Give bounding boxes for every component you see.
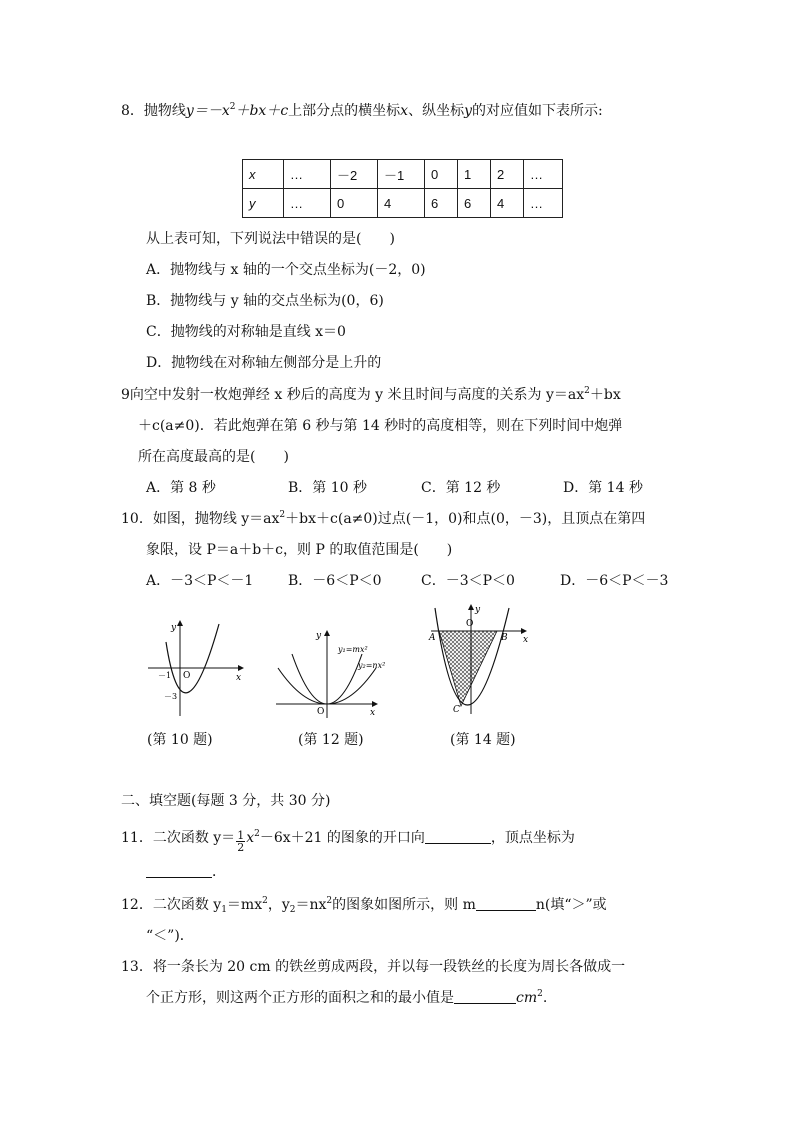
answer-blank[interactable] [425,829,491,844]
table-cell: 0 [331,189,378,218]
q12-mid: ，y [267,897,290,913]
y-axis-arrow [177,620,183,626]
q10-line1-text: 10．如图，抛物线 y＝ax [121,511,280,527]
q8-option-b: B．抛物线与 y 轴的交点坐标为(0，6) [146,293,384,309]
q13-line1: 13．将一条长为 20 cm 的铁丝剪成两段，并以每一段铁丝的长度为周长各做成一 [121,959,626,975]
q13-end: . [542,990,548,1006]
y-axis-label: y [475,605,481,615]
fraction-numerator: 1 [237,829,245,842]
q8-option-a: A．抛物线与 x 轴的一个交点坐标为(－2，0) [146,262,426,278]
table-cell: 4 [378,189,425,218]
label-minus-three: －3 [164,692,178,701]
q9-option-b: B．第 10 秒 [288,480,368,496]
x-axis-label: x [523,635,529,645]
q11-post: －6x＋21 的图象的开口向 [259,830,425,846]
answer-blank[interactable] [454,989,516,1004]
section-title: 二、填空题(每题 3 分，共 30 分) [121,793,331,809]
q8-y: y [464,103,472,119]
q10-option-c: C．－3＜P＜0 [421,573,515,589]
caption-fig14: (第 14 题) [450,732,516,748]
q8-number: 8． [121,103,144,119]
table-cell: y [243,189,284,218]
q9-line1-end: ＋bx [589,387,621,403]
q10-option-b: B．－6＜P＜0 [288,573,382,589]
q13-line2-text: 个正方形，则这两个正方形的面积之和的最小值是 [146,990,454,1006]
table-cell: 1 [458,160,491,189]
q11-mid: ，顶点坐标为 [490,830,575,846]
q9-line3: 所在高度最高的是( ) [138,449,289,465]
q8-end: 的对应值如下表所示: [472,103,603,119]
label-y1: y₁=mx² [338,645,368,654]
x-axis-arrow [238,665,244,671]
x-axis-arrow [372,701,378,707]
q8-eq-post: ＋bx＋c [235,103,289,119]
y-axis-label: y [316,631,322,641]
q13-line2: 个正方形，则这两个正方形的面积之和的最小值是 $cm^2$. [146,989,548,1006]
q12-line2: “＜”)． [146,928,194,944]
q10-option-d: D．－6＜P＜－3 [560,573,669,589]
x-axis-label: x [370,708,376,718]
q13-unit: cm [516,990,538,1006]
q8-option-d: D．抛物线在对称轴左侧部分是上升的 [146,355,382,371]
point-b-label: B [501,633,508,643]
q12-post2: n(填“＞”或 [535,897,607,913]
q8-question: 从上表可知，下列说法中错误的是( ) [146,231,395,247]
parabola-curve [166,624,219,693]
q9-option-a: A．第 8 秒 [146,480,216,496]
table-cell: －1 [378,160,425,189]
x-axis-arrow [521,628,527,634]
figure-q12 [270,628,390,722]
q8-eq-pre: y＝－x [185,103,230,119]
q11-line1: 11．二次函数 y＝ $\frac{1}{2}$ $x^2-6x+21$ 的图象的开口向 ，顶点坐标为 [121,829,575,854]
q10-line1: 10．如图，抛物线 $y=ax^2+bx+c(a\ne 0)$过点(－1，0)和点(0，－3)，且顶点在第四 [121,510,646,527]
answer-blank[interactable] [476,896,536,911]
q12-post: 的图象如图所示，则 m [332,897,476,913]
q12-line1: 12．二次函数 $y_1=mx^2$，$y_2=nx^2$的图象如图所示，则 m n(填“＞”或 [121,896,607,915]
label-y2: y₂=nx² [358,661,386,670]
figure-q14 [425,602,535,720]
q11-end: ． [212,864,226,880]
table-row-x [243,160,563,189]
q8-value-table [242,159,563,218]
q8-post: 上部分点的横坐标 [288,103,401,119]
figure-q10 [140,612,250,722]
shaded-triangle [439,631,497,706]
q9-line1: 9向空中发射一枚炮弹经 x 秒后的高度为 y 米且时间与高度的关系为 $y=ax^2+bx$ [121,386,621,403]
fraction-denominator: 2 [237,841,245,854]
q9-option-d: D．第 14 秒 [563,480,643,496]
y-axis-arrow [468,604,474,610]
table-cell: … [524,189,563,218]
q8-x: x [400,103,409,119]
table-cell: … [284,160,331,189]
table-cell: … [284,189,331,218]
caption-fig10: (第 10 题) [147,732,213,748]
table-cell: 6 [425,189,458,218]
q8-pre: 抛物线 [143,103,186,119]
q10-line1-rest: ＋bx＋c(a≠0)过点(－1，0)和点(0，－3)，且顶点在第四 [285,511,646,527]
table-cell: －2 [331,160,378,189]
origin-label: O [317,707,325,717]
table-cell: 2 [491,160,524,189]
q12-pre2: ＝mx [226,897,263,913]
table-cell: 4 [491,189,524,218]
q10-option-a: A．－3＜P＜－1 [146,573,254,589]
label-minus-one: －1 [158,671,172,680]
q9-line2: ＋c(a≠0)．若此炮弹在第 6 秒与第 14 秒时的高度相等，则在下列时间中炮弹 [138,418,623,434]
answer-blank[interactable] [146,863,212,878]
point-a-label: A [429,633,436,643]
origin-label: O [466,619,474,629]
table-cell: x [243,160,284,189]
y-axis-arrow [324,630,330,636]
fraction-one-half [236,830,245,853]
table-cell: 6 [458,189,491,218]
x-axis-label: x [236,673,242,683]
point-c-label: C [453,705,460,715]
q8-mid: 、纵坐标 [408,103,465,119]
table-cell: … [524,160,563,189]
q8-stem: 8．抛物线$y=-x^2+bx+c$上部分点的横坐标x、纵坐标y的对应值如下表所示: [121,102,603,119]
q10-line2: 象限，设 P＝a＋b＋c，则 P 的取值范围是( ) [146,542,453,558]
q8-option-c: C．抛物线的对称轴是直线 x＝0 [146,324,346,340]
q9-line1-text: 9向空中发射一枚炮弹经 x 秒后的高度为 y 米且时间与高度的关系为 y＝ax [121,387,585,403]
origin-label: O [183,671,191,681]
q9-option-c: C．第 12 秒 [421,480,501,496]
q12-mid2: ＝nx [295,897,327,913]
table-cell: 0 [425,160,458,189]
q11-line2 [146,862,226,882]
q12-pre: 12．二次函数 y [121,897,222,913]
y-axis-label: y [171,623,177,633]
q11-x: x [246,830,255,846]
q11-pre: 11．二次函数 y＝ [121,830,236,846]
caption-fig12: (第 12 题) [298,732,364,748]
table-row-y [243,189,563,218]
